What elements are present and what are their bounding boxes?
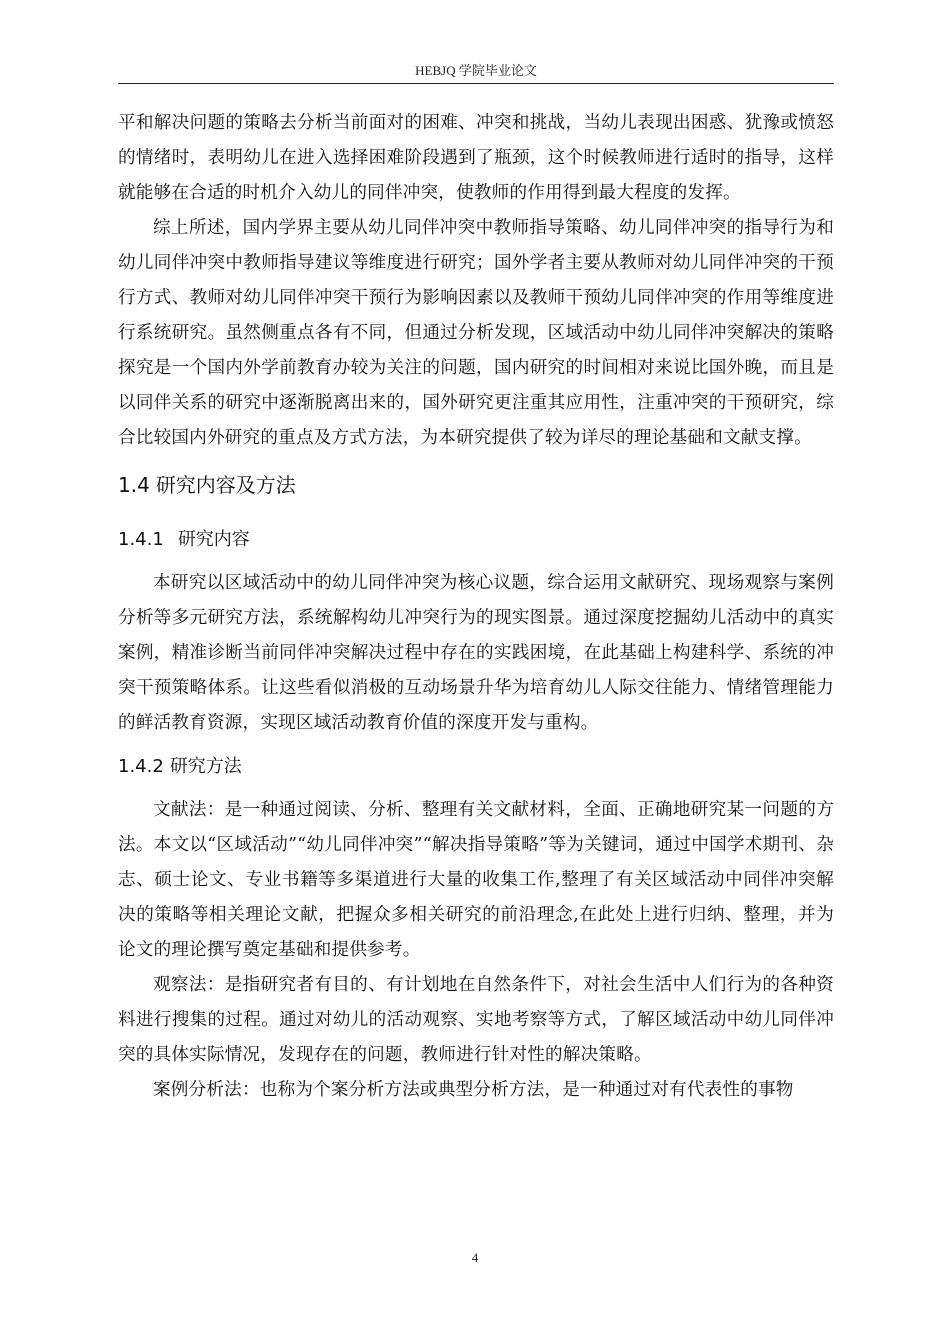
section-heading <box>118 456 834 514</box>
body-paragraph: 文献法：是一种通过阅读、分析、整理有关文献材料，全面、正确地研究某一问题的方法。本文以“区域活动”“幼儿同伴冲突”“解决指导策略”等为关键词，通过中国学术期刊、杂志、硕士论文、专业书籍等多渠道进行大量的收集工作,整理了有关区域活动中同伴冲突解决的策略等相关理论文献，把握众多相关研究的前沿理念,在此处上进行归纳、整理，并为论文的理论撰写奠定基础和提供参考。 <box>118 800 834 960</box>
subsection-number: 1.4.2 <box>118 756 164 777</box>
page-header: HEBJQ 学院毕业论文 <box>415 63 537 78</box>
body-paragraph: 观察法：是指研究者有目的、有计划地在自然条件下，对社会生活中人们行为的各种资料进行搜集的过程。通过对幼儿的活动观察、实地考察等方式，了解区域活动中幼儿同伴冲突的具体实际情况，发现存在的问题，教师进行针对性的解决策略。 <box>118 975 834 1065</box>
section-number: 1.4 <box>118 473 150 497</box>
page-number: 4 <box>471 1250 479 1265</box>
page-body <box>118 106 834 1108</box>
section-title: 研究内容及方法 <box>155 473 296 497</box>
subsection-title: 研究内容 <box>177 529 250 550</box>
body-paragraph: 本研究以区域活动中的幼儿同伴冲突为核心议题，综合运用文献研究、现场观察与案例分析等多元研究方法，系统解构幼儿冲突行为的现实图景。通过深度挖掘幼儿活动中的真实案例，精准诊断当前同伴冲突解决过程中存在的实践困境，在此基础上构建科学、系统的冲突干预策略体系。让这些看似消极的互动场景升华为培育幼儿人际交往能力、情绪管理能力的鲜活教育资源，实现区域活动教育价值的深度开发与重构。 <box>118 573 834 733</box>
body-paragraph: 案例分析法：也称为个案分析方法或典型分析方法，是一种通过对有代表性的事物 <box>153 1080 794 1100</box>
subsection-title: 研究方法 <box>169 756 242 777</box>
body-paragraph: 平和解决问题的策略去分析当前面对的困难、冲突和挑战，当幼儿表现出困惑、犹豫或愤怒的情绪时，表明幼儿在进入选择困难阶段遇到了瓶颈，这个时候教师进行适时的指导，这样就能够在合适的时机介入幼儿的同伴冲突，使教师的作用得到最大程度的发挥。 <box>118 113 834 203</box>
subsection-number: 1.4.1 <box>118 529 164 550</box>
header-divider <box>118 83 834 84</box>
subsection-heading <box>118 514 834 566</box>
subsection-heading <box>118 741 834 793</box>
body-paragraph: 综上所述，国内学界主要从幼儿同伴冲突中教师指导策略、幼儿同伴冲突的指导行为和幼儿同伴冲突中教师指导建议等维度进行研究；国外学者主要从教师对幼儿同伴冲突的干预行方式、教师对幼儿同伴冲突干预行为影响因素以及教师干预幼儿同伴冲突的作用等维度进行系统研究。虽然侧重点各有不同，但通过分析发现，区域活动中幼儿同伴冲突解决的策略探究是一个国内外学前教育办较为关注的问题，国内研究的时间相对来说比国外晚，而且是以同伴关系的研究中逐渐脱离出来的，国外研究更注重其应用性，注重冲突的干预研究，综合比较国内外研究的重点及方式方法，为本研究提供了较为详尽的理论基础和文献支撑。 <box>118 218 834 448</box>
